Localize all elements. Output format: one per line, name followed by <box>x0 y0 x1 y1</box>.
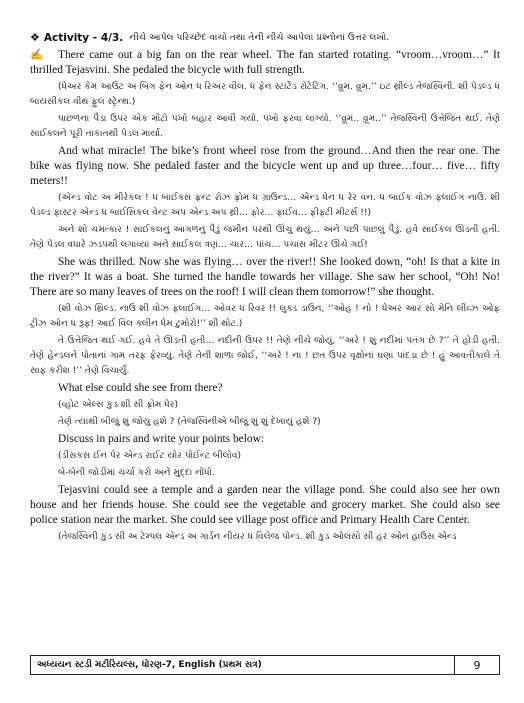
paragraph-text: (ડીસકસ ઈન પેર એન્ડ રાઈટ યોર પોઈન્ટ બીલોવ) <box>58 451 242 461</box>
activity-heading <box>30 30 500 46</box>
gujarati-paragraph <box>30 415 500 430</box>
paragraph-text: (વ્હોટ એલ્સ કુડ શી સી ફ્રોમ ધેર) <box>58 400 178 410</box>
gujarati-paragraph <box>30 223 500 253</box>
paragraph-text: There came out a big fan on the rear wheel. The fan started rotating. “vroom…vroom…” It thrilled Tejasvini. She pedaled the bicycle with full strength. <box>30 49 500 76</box>
gujarati-paragraph <box>30 398 500 413</box>
activity-number: Activity - 4/3. <box>43 32 124 44</box>
gujarati-paragraph <box>30 466 500 481</box>
english-paragraph <box>30 432 500 447</box>
english-paragraph <box>30 483 500 528</box>
gujarati-paragraph <box>30 334 500 379</box>
gujarati-paragraph <box>30 112 500 142</box>
paragraph-text: She was thrilled. Now she was flying… over the river!! She looked down, “oh! Is that a kite in the river?” It was a boat. She turned the handle towards her village. She saw her school, “Oh! No! There are so many leaves of trees on the roof! I will clean them tomorrow!” she thought. <box>30 256 500 298</box>
page-footer <box>30 655 500 675</box>
paragraph-text: And what miracle! The bike’s front wheel rose from the ground…And then the rear one. The bike was flying now. She pedaled faster and the bicycle went up and up three…four… five… fifty meters!! <box>30 145 500 187</box>
paragraph-text: Discuss in pairs and write your points below: <box>58 433 264 445</box>
writing-hand-icon: ✍ <box>30 49 44 61</box>
paragraph-text: પાછળના પૈડા ઉપર એક મોટો પંખો બહાર આવી ગયો. પંખો ફરવા લાગ્યો. ‘‘વ્રૂમ.. વ્રૂમ..’’ તેજસ્વિની ઉત્તેજિત થઈ. તેણે સાઈકલને પૂરી તાકાતથી પેડલ માર્યા. <box>30 114 500 139</box>
page-number: 9 <box>454 656 499 674</box>
paragraph-text: તે ઉત્તેજિત થઈ ગઈ. હવે તે ઊડતી હતી… નદીની ઉપર !! તેણે નીચે જોયું, ‘‘અરે ! શું નદીમાં પતંગ છે ?’’ તે હોડી હતી. તેણે હેન્ડલને પોતાનાં ગામ તરફ ફેરવ્યું. તેણે તેની શાળા જોઈ, ‘‘અરે ! ના ! છત ઉપર વૃક્ષોનાં ઘણાં પાંદડા છે ! હું આવતીકાલે તે સાફ કરીશ !’’ તેણે વિચાર્યું. <box>30 336 500 376</box>
paragraph-text: (એન્ડ વોટ અ મીરેકલ ! ધ બાઈક્સ ફ્રન્ટ રોઝ ફ્રોમ ધ ગ્રાઉન્ડ… એન્ડ ધેન ધ રેર વન. ધ બાઈક વોઝ ફ્લાઈંગ નાઉ. શી પેડલ્ડ ફાસ્ટર એન્ડ ધ બાઈસિકલ વેન્ટ અપ એન્ડ અપ થ્રી… ફોર… ફાઈવ… ફીફ્ટી મીટર્સ !!) <box>30 193 500 218</box>
paragraph-text: બે-બેની જોડીમાં ચર્ચા કરો અને મુદ્દા નોંધો. <box>58 468 215 478</box>
paragraph-text: (શી વોઝ થ્રિલ્ડ. નાઉ શી વોઝ ફ્લાઈંગ… ઓવર ધ રિવર !! લુક્ડ ડાઉન, ‘‘ઓહ ! નો ! ધેઅર આર સો મેનિ લીવ્ઝ ઓફ ટ્રીઝ ઓન ધ રૂફ! આઈ વિલ ક્લીન ધેમ ટુમોરો!’’ શી થોટ.) <box>30 304 500 329</box>
paragraph-text: What else could she see from there? <box>58 382 223 394</box>
paragraph-text: અને શો ચમત્કાર ! સાઈકલનું આગળનું પૈડું જમીન પરથી ઊંચુ થયું… અને પછી પાછલું પૈડું. હવે સાઈકલ ઊડતી હતી. તેણે પેડલ વધારે ઝડપથી લગાવ્યાં અને સાઈકલ ત્રણ… ચાર… પાંચ… પચાસ મીટર ઊંચે ગઈ! <box>30 225 500 250</box>
activity-instruction: નીચે આપેલ પરિચ્છેદ વાંચો તથા તેની નીચે આપેલા પ્રશ્નોનાં ઉત્તર લખો. <box>129 32 390 43</box>
english-paragraph <box>30 255 500 300</box>
gujarati-paragraph <box>30 80 500 110</box>
gujarati-paragraph <box>30 191 500 221</box>
document-page <box>30 30 500 545</box>
english-paragraph <box>30 381 500 396</box>
paragraph-text: (ધેઅર કેમ આઉટ અ બિગ ફેન ઓન ધ રિઅર વીલ. ધ ફેન સ્ટાર્ટેડ રોટેટિંગ. ‘‘વ્રૂમ. વ્રૂમ.’’ ઇટ થ્રીલ્ડ તેજસ્વિની. શી પેડલ્ડ ધ બાયસીકલ વીથ ફુલ સ્ટ્રેન્થ.) <box>30 82 500 107</box>
paragraph-text: Tejasvini could see a temple and a garden near the village pond. She could also see her own house and her friends house. She could see the vegetable and grocery market. She could also see police station near the market. She could see village post office and Primary Health Care Center. <box>30 484 500 526</box>
english-paragraph <box>30 144 500 189</box>
gujarati-paragraph <box>30 302 500 332</box>
paragraph-text: (તેજસ્વિની કુડ સી અ ટેમ્પલ એન્ડ અ ગાર્ડન નીયર ધ વિલેજ પોન્ડ. શી કુડ ઓલસો સી હર ઓન હાઉસ એન્ડ <box>58 532 457 542</box>
passage <box>30 48 500 545</box>
diamond-bullet-icon: ❖ <box>30 31 40 44</box>
footer-title: અધ્યયન સ્ટડી મટીરિયલ્સ, ધોરણ-7, English (પ્રથમ સત્ર) <box>37 660 262 670</box>
english-paragraph <box>30 48 500 78</box>
gujarati-paragraph <box>30 530 500 545</box>
paragraph-text: તેણે ત્યાંથી બીજું શું જોયુ હશે ? (તેજસ્વિનીએ બીજું શું શું દેખાયું હશે ?) <box>58 417 321 427</box>
gujarati-paragraph <box>30 449 500 464</box>
